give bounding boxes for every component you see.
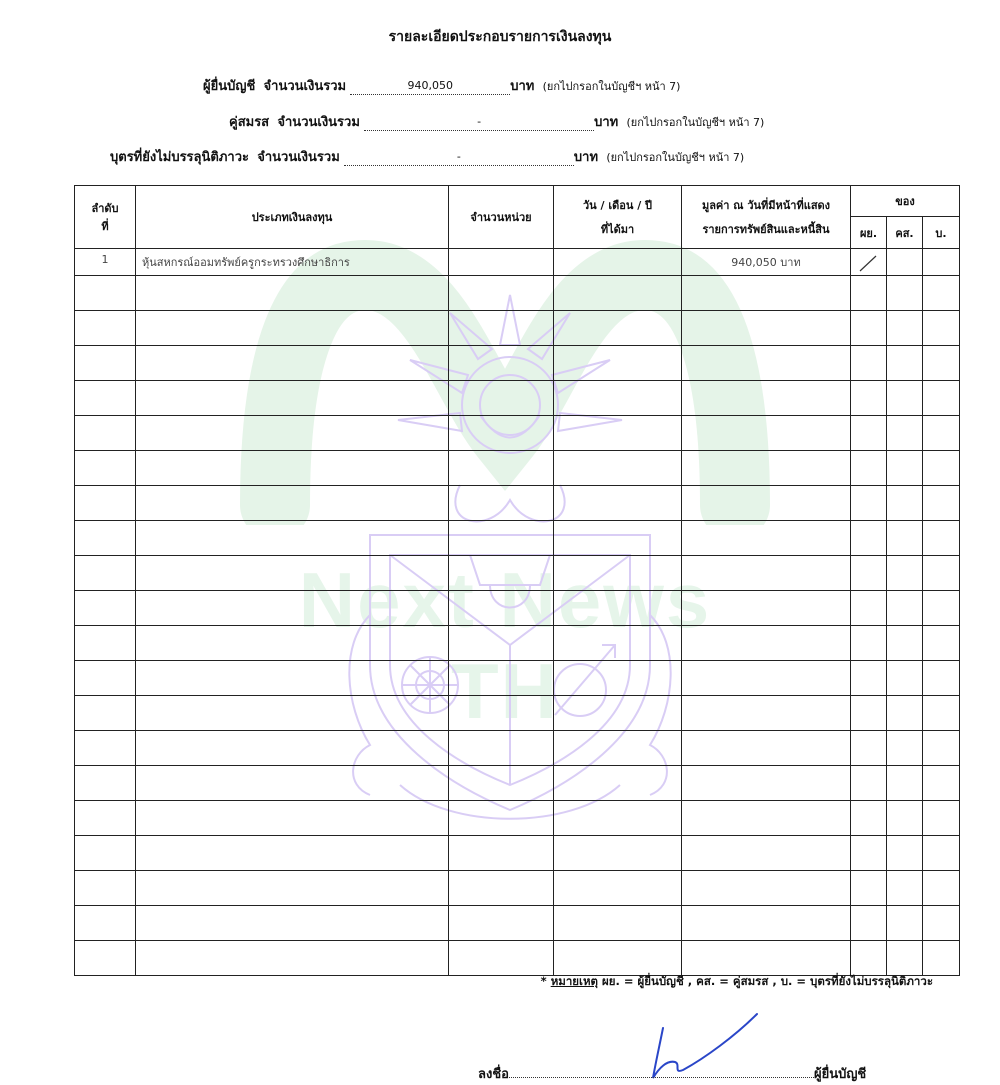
cell-owner-filer	[851, 276, 887, 311]
cell-seq: 1	[75, 249, 136, 276]
signature-line	[478, 1063, 866, 1084]
table-row-empty	[75, 766, 960, 801]
cell-type	[136, 486, 449, 521]
cell-owner-spouse	[887, 249, 923, 276]
cell-seq	[75, 906, 136, 941]
cell-owner-filer	[851, 381, 887, 416]
cell-units	[449, 626, 554, 661]
cell-units	[449, 416, 554, 451]
header-owner: ของ	[851, 186, 960, 217]
cell-value	[682, 731, 851, 766]
table-row-empty	[75, 451, 960, 486]
header-units: จำนวนหน่วย	[449, 186, 554, 249]
summary-line-children	[110, 146, 744, 167]
cell-owner-child	[923, 941, 960, 976]
cell-owner-filer	[851, 346, 887, 381]
cell-units	[449, 661, 554, 696]
table-row-empty	[75, 346, 960, 381]
cell-units	[449, 556, 554, 591]
cell-owner-filer	[851, 801, 887, 836]
summary-unit: บาท	[573, 150, 599, 165]
cell-owner-filer	[851, 556, 887, 591]
cell-value	[682, 416, 851, 451]
summary-amount-field: 940,050	[350, 80, 510, 95]
cell-owner-spouse	[887, 836, 923, 871]
cell-owner-spouse	[887, 556, 923, 591]
footnote: * หมายเหตุ ผย. = ผู้ยื่นบัญชี , คส. = คู่สมรส , บ. = บุตรที่ยังไม่บรรลุนิติภาวะ	[540, 974, 933, 988]
cell-owner-child	[923, 249, 960, 276]
cell-owner-child	[923, 906, 960, 941]
table-row-empty	[75, 836, 960, 871]
cell-owner-filer	[851, 249, 887, 276]
table-row-empty	[75, 906, 960, 941]
cell-owner-child	[923, 731, 960, 766]
cell-owner-child	[923, 276, 960, 311]
cell-seq	[75, 346, 136, 381]
cell-seq	[75, 941, 136, 976]
cell-units	[449, 696, 554, 731]
cell-date	[554, 276, 682, 311]
cell-value	[682, 556, 851, 591]
cell-owner-filer	[851, 906, 887, 941]
table-row-empty	[75, 661, 960, 696]
table-row-empty	[75, 276, 960, 311]
cell-units	[449, 381, 554, 416]
cell-seq	[75, 766, 136, 801]
cell-owner-filer	[851, 451, 887, 486]
cell-seq	[75, 591, 136, 626]
summary-note: (ยกไปกรอกในบัญชีฯ หน้า 7)	[626, 116, 765, 129]
table-row-empty	[75, 941, 960, 976]
footnote-label: หมายเหตุ	[550, 974, 599, 988]
cell-owner-spouse	[887, 276, 923, 311]
cell-date	[554, 311, 682, 346]
header-date: วัน / เดือน / ปี ที่ได้มา	[554, 186, 682, 249]
cell-value	[682, 661, 851, 696]
cell-date	[554, 871, 682, 906]
summary-line-filer	[203, 75, 680, 96]
cell-value	[682, 486, 851, 521]
cell-type	[136, 346, 449, 381]
cell-type	[136, 941, 449, 976]
cell-owner-child	[923, 696, 960, 731]
cell-date	[554, 661, 682, 696]
cell-owner-filer	[851, 416, 887, 451]
cell-owner-child	[923, 556, 960, 591]
cell-value: 940,050 บาท	[682, 249, 851, 276]
header-owner-child: บ.	[923, 217, 960, 249]
cell-type	[136, 416, 449, 451]
cell-units	[449, 311, 554, 346]
cell-owner-spouse	[887, 451, 923, 486]
table-row-empty	[75, 731, 960, 766]
cell-owner-spouse	[887, 731, 923, 766]
cell-date	[554, 486, 682, 521]
cell-type	[136, 801, 449, 836]
cell-type: หุ้นสหกรณ์ออมทรัพย์ครูกระทรวงศึกษาธิการ	[136, 249, 449, 276]
cell-date	[554, 521, 682, 556]
summary-amount-label: จำนวนเงินรวม	[263, 79, 347, 94]
header-value: มูลค่า ณ วันที่มีหน้าที่แสดง รายการทรัพย์สินและหนี้สิน	[682, 186, 851, 249]
cell-owner-filer	[851, 731, 887, 766]
cell-owner-child	[923, 521, 960, 556]
cell-seq	[75, 381, 136, 416]
cell-owner-child	[923, 591, 960, 626]
cell-date	[554, 696, 682, 731]
signature-field	[509, 1063, 814, 1078]
cell-owner-spouse	[887, 696, 923, 731]
cell-seq	[75, 661, 136, 696]
cell-value	[682, 626, 851, 661]
cell-value	[682, 696, 851, 731]
cell-units	[449, 486, 554, 521]
cell-owner-spouse	[887, 941, 923, 976]
cell-owner-child	[923, 311, 960, 346]
cell-type	[136, 451, 449, 486]
table-row-empty	[75, 591, 960, 626]
cell-type	[136, 591, 449, 626]
header-owner-filer: ผย.	[851, 217, 887, 249]
summary-note: (ยกไปกรอกในบัญชีฯ หน้า 7)	[606, 151, 745, 164]
cell-date	[554, 801, 682, 836]
investment-table	[74, 185, 960, 976]
cell-value	[682, 941, 851, 976]
cell-owner-filer	[851, 486, 887, 521]
cell-date	[554, 626, 682, 661]
cell-type	[136, 626, 449, 661]
cell-type	[136, 661, 449, 696]
cell-type	[136, 836, 449, 871]
summary-unit: บาท	[510, 79, 535, 94]
table-row-empty	[75, 311, 960, 346]
summary-amount-label: จำนวนเงินรวม	[277, 115, 360, 130]
cell-owner-filer	[851, 766, 887, 801]
cell-owner-child	[923, 766, 960, 801]
cell-type	[136, 766, 449, 801]
summary-amount-field: -	[344, 151, 574, 166]
cell-units	[449, 346, 554, 381]
cell-seq	[75, 451, 136, 486]
cell-date	[554, 836, 682, 871]
cell-units	[449, 451, 554, 486]
cell-units	[449, 521, 554, 556]
cell-owner-child	[923, 451, 960, 486]
cell-owner-filer	[851, 521, 887, 556]
cell-type	[136, 906, 449, 941]
cell-owner-spouse	[887, 346, 923, 381]
cell-units	[449, 591, 554, 626]
summary-note: (ยกไปกรอกในบัญชีฯ หน้า 7)	[542, 80, 681, 93]
cell-owner-spouse	[887, 871, 923, 906]
cell-type	[136, 731, 449, 766]
table-row-empty	[75, 416, 960, 451]
cell-owner-filer	[851, 311, 887, 346]
cell-date	[554, 451, 682, 486]
summary-label: ผู้ยื่นบัญชี	[203, 79, 256, 94]
cell-owner-child	[923, 871, 960, 906]
cell-owner-spouse	[887, 801, 923, 836]
cell-date	[554, 381, 682, 416]
cell-owner-spouse	[887, 416, 923, 451]
cell-seq	[75, 731, 136, 766]
cell-value	[682, 906, 851, 941]
cell-value	[682, 801, 851, 836]
cell-units	[449, 906, 554, 941]
footnote-text: ผย. = ผู้ยื่นบัญชี , คส. = คู่สมรส , บ. = บุตรที่ยังไม่บรรลุนิติภาวะ	[602, 974, 933, 988]
cell-units	[449, 249, 554, 276]
cell-date	[554, 941, 682, 976]
cell-value	[682, 311, 851, 346]
table-row-empty	[75, 556, 960, 591]
checkmark-icon	[854, 253, 884, 273]
cell-owner-spouse	[887, 311, 923, 346]
summary-unit: บาท	[594, 115, 619, 130]
cell-seq	[75, 311, 136, 346]
signature-role: ผู้ยื่นบัญชี	[813, 1067, 867, 1082]
cell-value	[682, 346, 851, 381]
cell-owner-filer	[851, 626, 887, 661]
cell-seq	[75, 416, 136, 451]
cell-seq	[75, 276, 136, 311]
cell-owner-child	[923, 346, 960, 381]
summary-label: บุตรที่ยังไม่บรรลุนิติภาวะ	[110, 150, 249, 165]
cell-owner-filer	[851, 661, 887, 696]
cell-seq	[75, 696, 136, 731]
table-row-empty	[75, 801, 960, 836]
header-seq: ลำดับ ที่	[75, 186, 136, 249]
cell-seq	[75, 626, 136, 661]
cell-owner-filer	[851, 591, 887, 626]
summary-label: คู่สมรส	[229, 115, 270, 130]
cell-owner-child	[923, 836, 960, 871]
cell-type	[136, 521, 449, 556]
cell-owner-spouse	[887, 591, 923, 626]
cell-owner-spouse	[887, 381, 923, 416]
cell-date	[554, 416, 682, 451]
cell-value	[682, 591, 851, 626]
cell-owner-filer	[851, 696, 887, 731]
cell-type	[136, 871, 449, 906]
cell-date	[554, 346, 682, 381]
cell-owner-child	[923, 626, 960, 661]
cell-value	[682, 381, 851, 416]
cell-owner-spouse	[887, 766, 923, 801]
cell-seq	[75, 801, 136, 836]
cell-owner-spouse	[887, 906, 923, 941]
cell-value	[682, 521, 851, 556]
cell-type	[136, 381, 449, 416]
cell-owner-child	[923, 381, 960, 416]
header-owner-spouse: คส.	[887, 217, 923, 249]
cell-units	[449, 941, 554, 976]
cell-seq	[75, 871, 136, 906]
cell-seq	[75, 836, 136, 871]
cell-value	[682, 836, 851, 871]
cell-type	[136, 556, 449, 591]
cell-owner-filer	[851, 871, 887, 906]
cell-units	[449, 801, 554, 836]
cell-value	[682, 766, 851, 801]
cell-owner-spouse	[887, 626, 923, 661]
cell-value	[682, 451, 851, 486]
signature-label: ลงชื่อ	[478, 1067, 509, 1082]
cell-seq	[75, 556, 136, 591]
cell-seq	[75, 486, 136, 521]
summary-amount-label: จำนวนเงินรวม	[257, 150, 340, 165]
cell-owner-child	[923, 486, 960, 521]
cell-date	[554, 556, 682, 591]
cell-owner-spouse	[887, 486, 923, 521]
cell-date	[554, 731, 682, 766]
table-row	[75, 249, 960, 276]
cell-date	[554, 249, 682, 276]
cell-units	[449, 731, 554, 766]
summary-line-spouse	[229, 111, 764, 132]
cell-owner-filer	[851, 941, 887, 976]
table-row-empty	[75, 521, 960, 556]
table-row-empty	[75, 381, 960, 416]
table-row-empty	[75, 871, 960, 906]
table-row-empty	[75, 486, 960, 521]
cell-units	[449, 766, 554, 801]
cell-value	[682, 276, 851, 311]
cell-type	[136, 696, 449, 731]
summary-amount-field: -	[364, 116, 594, 131]
page-title: รายละเอียดประกอบรายการเงินลงทุน	[388, 29, 612, 45]
cell-owner-child	[923, 661, 960, 696]
cell-units	[449, 871, 554, 906]
cell-owner-spouse	[887, 521, 923, 556]
table-row-empty	[75, 696, 960, 731]
cell-value	[682, 871, 851, 906]
cell-units	[449, 836, 554, 871]
cell-owner-child	[923, 801, 960, 836]
cell-owner-filer	[851, 836, 887, 871]
cell-date	[554, 591, 682, 626]
cell-units	[449, 276, 554, 311]
cell-date	[554, 906, 682, 941]
watermark-text: Next News TH	[298, 556, 712, 735]
cell-seq	[75, 521, 136, 556]
cell-owner-child	[923, 416, 960, 451]
cell-type	[136, 311, 449, 346]
cell-date	[554, 766, 682, 801]
table-row-empty	[75, 626, 960, 661]
header-type: ประเภทเงินลงทุน	[136, 186, 449, 249]
cell-type	[136, 276, 449, 311]
cell-owner-spouse	[887, 661, 923, 696]
